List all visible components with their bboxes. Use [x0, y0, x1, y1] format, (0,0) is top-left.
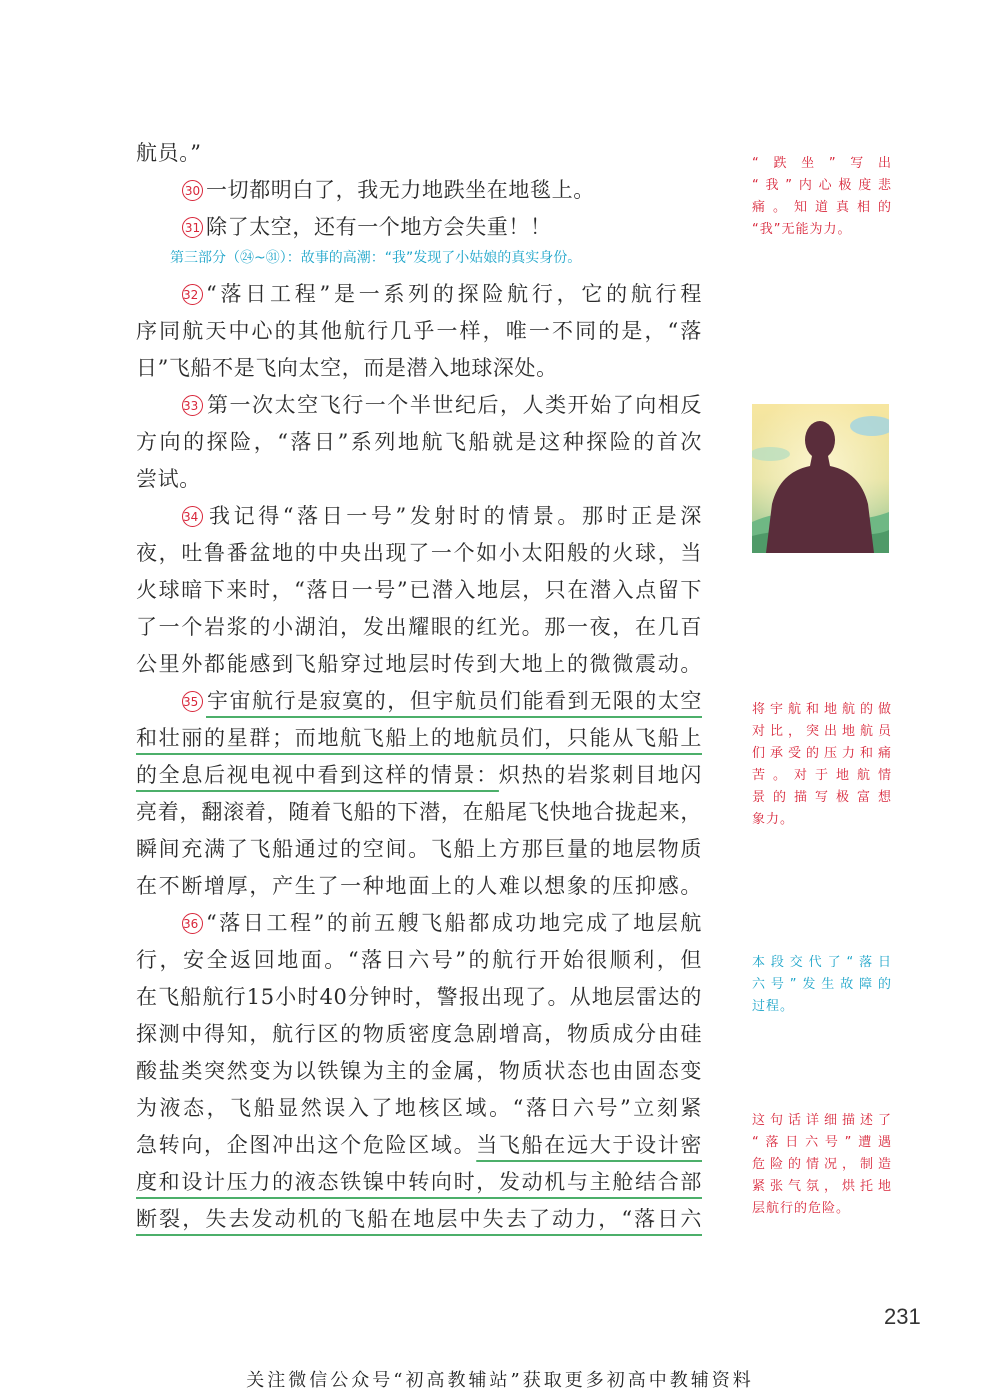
- text-line: [136, 209, 702, 246]
- line-text: 断裂，失去发动机的飞船在地层中失去了动力，“落日六: [136, 1207, 702, 1231]
- note-line: 景的描写极富想: [752, 790, 892, 805]
- text-line: [136, 535, 702, 572]
- line-text: 日”飞船不是飞向太空，而是潜入地球深处。: [136, 356, 558, 380]
- line-text: 航员。”: [136, 141, 202, 165]
- note-line: “跌坐”写出: [752, 156, 892, 171]
- line-text: 公里外都能感到飞船穿过地层时传到大地上的微微震动。: [136, 652, 702, 676]
- note-line: 将宇航和地航的做: [752, 702, 892, 717]
- line-text: 火球暗下来时，“落日一号”已潜入地层，只在潜入点留下: [136, 578, 702, 602]
- line-text: 探测中得知，航行区的物质密度急剧增高，物质成分由硅: [136, 1022, 702, 1046]
- text-line: [136, 313, 702, 350]
- text-line: [136, 1016, 702, 1053]
- text-line: [136, 942, 702, 979]
- paragraph-number-icon: 31: [182, 217, 203, 238]
- text-line: [136, 683, 702, 720]
- line-text-rest: 炽热的岩浆刺目地闪: [498, 763, 702, 787]
- line-text: 在不断增厚，产生了一种地面上的人难以想象的压抑感。: [136, 874, 702, 898]
- text-line: [136, 572, 702, 609]
- line-text: 方向的探险，“落日”系列地航飞船就是这种探险的首次: [136, 430, 702, 454]
- note-line: 象力。: [752, 812, 795, 827]
- text-line: [136, 1127, 702, 1164]
- paragraph-number-icon: 32: [182, 284, 203, 305]
- note-line: 危险的情况，制造: [752, 1157, 892, 1172]
- section-summary: 第三部分（㉔~㉛）：故事的高潮：“我”发现了小姑娘的真实身份。: [170, 250, 582, 266]
- line-text: 尝试。: [136, 467, 201, 491]
- text-line: [136, 720, 702, 757]
- text-line: [136, 461, 702, 498]
- footer-promo: 关注微信公众号“初高教辅站”获取更多初高中教辅资料: [246, 1370, 754, 1391]
- line-text: 一切都明白了，我无力地跌坐在地毯上。: [206, 178, 595, 202]
- silhouette-illustration: [752, 404, 889, 553]
- text-line: [136, 1201, 702, 1238]
- line-text: 酸盐类突然变为以铁镍为主的金属，物质状态也由固态变: [136, 1059, 702, 1083]
- note-line: 们承受的压力和痛: [752, 746, 892, 761]
- note-line: 六号”发生故障的: [752, 977, 892, 992]
- text-line: [136, 609, 702, 646]
- line-text-underlined: 当飞船在远大于设计密: [476, 1133, 702, 1157]
- text-line: [136, 905, 702, 942]
- text-line: [136, 172, 702, 209]
- margin-note: [752, 1110, 892, 1220]
- note-line: “我”无能为力。: [752, 222, 852, 237]
- line-text: 第一次太空飞行一个半世纪后，人类开始了向相反: [206, 393, 702, 417]
- text-line: [136, 757, 702, 794]
- paragraph-number-icon: 34: [182, 506, 203, 527]
- note-line: 对比，突出地航员: [752, 724, 892, 739]
- text-line: [136, 135, 702, 172]
- line-text: 行，安全返回地面。“落日六号”的航行开始很顺利，但: [136, 948, 702, 972]
- note-line: 苦。对于地航情: [752, 768, 892, 783]
- line-text: 夜，吐鲁番盆地的中央出现了一个如小太阳般的火球，当: [136, 541, 702, 565]
- note-line: 本段交代了“落日: [752, 955, 892, 970]
- margin-note: [752, 952, 892, 1018]
- line-text: 在飞船航行15小时40分钟时，警报出现了。从地层雷达的: [136, 985, 702, 1009]
- note-line: 痛。知道真相的: [752, 200, 892, 215]
- line-text: “落日工程”是一系列的探险航行，它的航行程: [206, 282, 702, 306]
- paragraph-number-icon: 30: [182, 180, 203, 201]
- line-text: 除了太空，还有一个地方会失重！！: [206, 215, 552, 239]
- text-line: [136, 498, 702, 535]
- line-text: “落日工程”的前五艘飞船都成功地完成了地层航: [206, 911, 702, 935]
- text-line: [136, 424, 702, 461]
- line-text: 的全息后视电视中看到这样的情景：: [136, 763, 499, 787]
- margin-note: [752, 153, 892, 241]
- text-line: [136, 276, 702, 313]
- line-text: 度和设计压力的液态铁镍中转向时，发动机与主舱结合部: [136, 1170, 702, 1194]
- note-line: 这句话详细描述了: [752, 1113, 892, 1128]
- text-line: [136, 350, 702, 387]
- text-line: [136, 1090, 702, 1127]
- line-text: 急转向，企图冲出这个危险区域。: [136, 1133, 477, 1157]
- line-text: 和壮丽的星群；而地航飞船上的地航员们，只能从飞船上: [136, 726, 702, 750]
- note-line: 层航行的危险。: [752, 1201, 851, 1216]
- note-line: 过程。: [752, 999, 795, 1014]
- text-line: [136, 1053, 702, 1090]
- text-line: [136, 868, 702, 905]
- line-text: 了一个岩浆的小湖泊，发出耀眼的红光。那一夜，在几百: [136, 615, 702, 639]
- paragraph-number-icon: 33: [182, 395, 203, 416]
- paragraph-number-icon: 35: [182, 691, 203, 712]
- line-text: 我记得“落日一号”发射时的情景。那时正是深: [206, 504, 702, 528]
- line-text: 序同航天中心的其他航行几乎一样，唯一不同的是，“落: [136, 319, 702, 343]
- line-text: 亮着，翻滚着，随着飞船的下潜，在船尾飞快地合拢起来，: [136, 800, 702, 824]
- text-line: [136, 1164, 702, 1201]
- line-text: 宇宙航行是寂寞的，但宇航员们能看到无限的太空: [206, 689, 702, 713]
- text-line: [136, 979, 702, 1016]
- line-text: 为液态，飞船显然误入了地核区域。“落日六号”立刻紧: [136, 1096, 702, 1120]
- text-body: [136, 135, 702, 1238]
- paragraph-number-icon: 36: [182, 913, 203, 934]
- note-line: 紧张气氛，烘托地: [752, 1179, 892, 1194]
- text-line: [136, 794, 702, 831]
- margin-note: [752, 699, 892, 831]
- text-line: [136, 646, 702, 683]
- note-line: “我”内心极度悲: [752, 178, 892, 193]
- page-number: 231: [884, 1304, 921, 1329]
- text-line: [136, 387, 702, 424]
- text-line: [136, 831, 702, 868]
- line-text: 瞬间充满了飞船通过的空间。飞船上方那巨量的地层物质: [136, 837, 702, 861]
- note-line: “落日六号”遭遇: [752, 1135, 892, 1150]
